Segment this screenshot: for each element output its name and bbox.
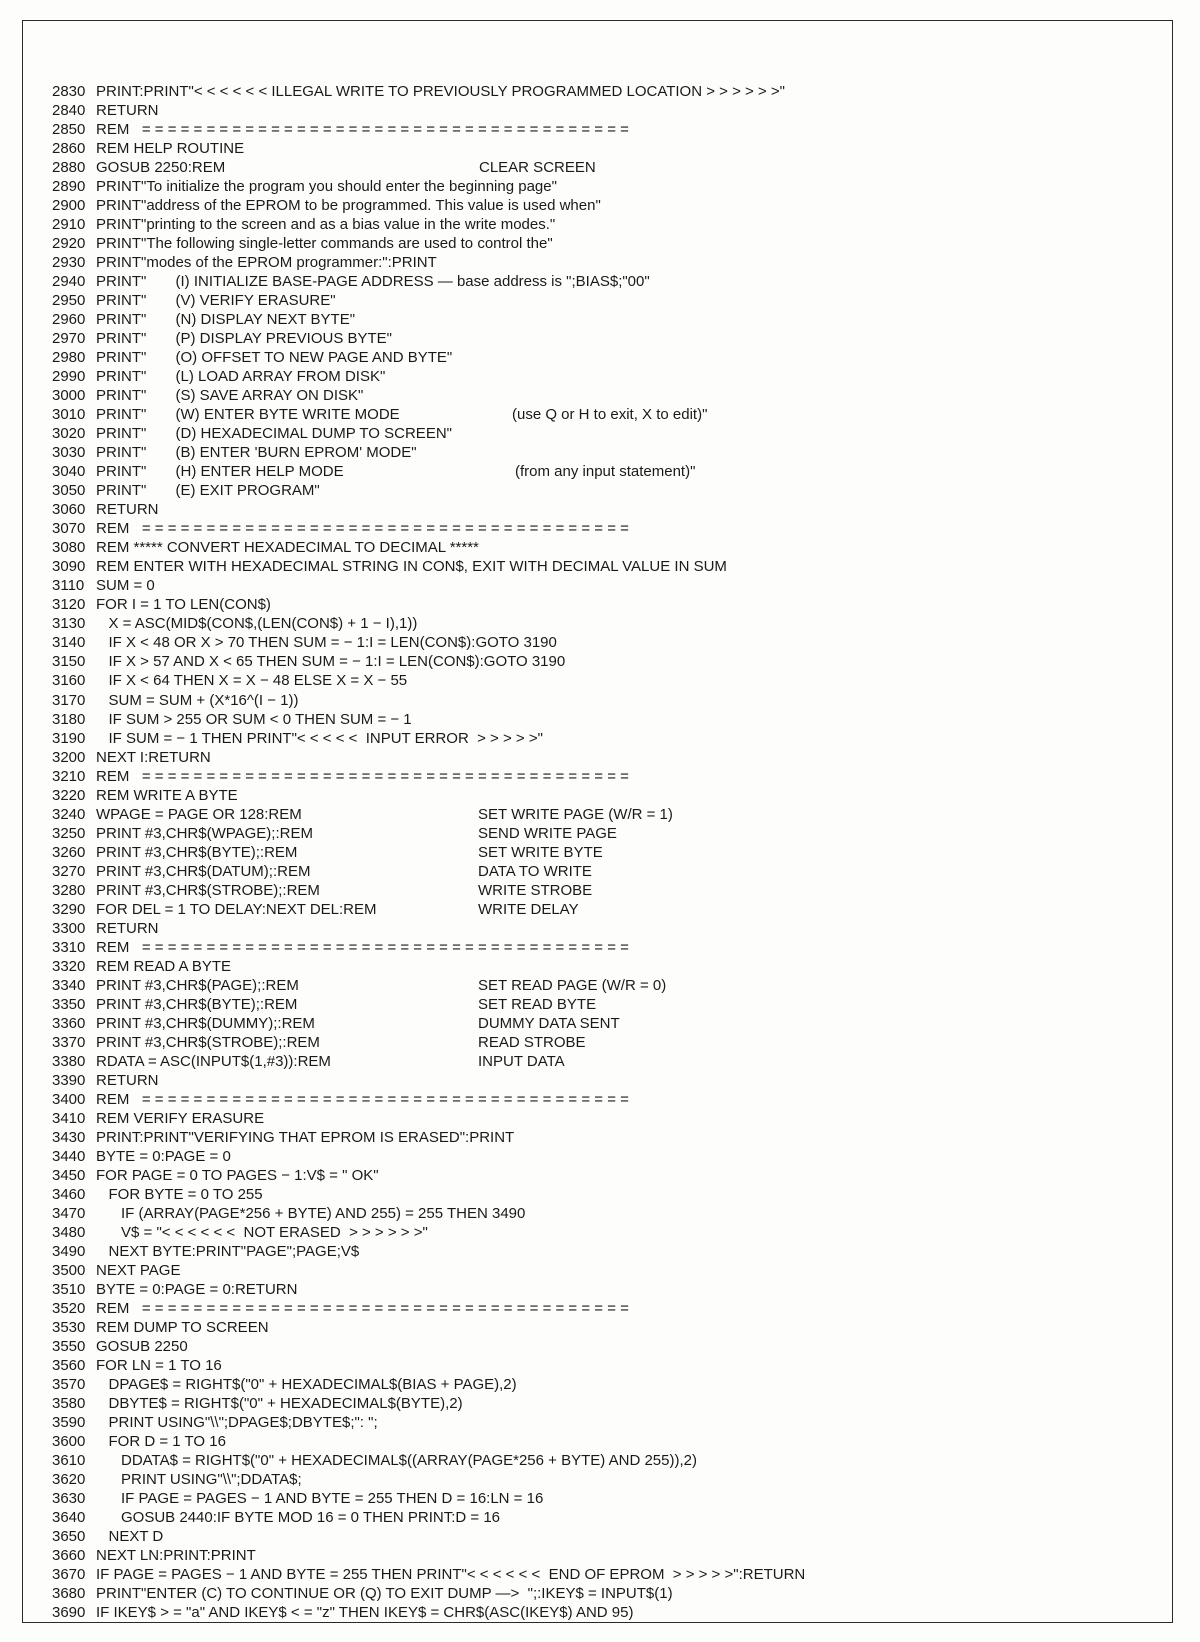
code-line [52,1470,1152,1489]
code-line [52,1128,1152,1147]
code-line [52,557,1152,576]
code-text: REM VERIFY ERASURE [96,1109,265,1127]
code-text: PRINT"modes of the EPROM programmer:":PRINT [96,254,437,272]
code-text: REM WRITE A BYTE [96,786,238,804]
line-number: 3550 [52,1338,86,1356]
code-text: BYTE = 0:PAGE = 0 [96,1147,231,1165]
code-text: PRINT"The following single-letter commands are used to control the" [96,235,553,253]
code-text: SUM = SUM + (X*16^(I − 1)) [96,691,299,709]
code-line [52,957,1152,976]
code-line [52,158,1152,177]
line-number: 3610 [52,1452,86,1470]
line-number: 3210 [52,767,86,785]
code-text: IF X < 64 THEN X = X − 48 ELSE X = X − 55 [96,672,408,690]
code-line [52,1603,1152,1622]
code-line [52,462,1152,481]
code-line [52,843,1152,862]
code-line [52,614,1152,633]
line-number: 3010 [52,406,86,424]
remark-text: SET WRITE PAGE (W/R = 1) [478,805,673,823]
code-line [52,691,1152,710]
line-number: 3120 [52,596,86,614]
line-number: 3280 [52,881,86,899]
code-line [52,633,1152,652]
line-number: 3170 [52,691,86,709]
line-number: 3030 [52,444,86,462]
code-line [52,862,1152,881]
code-line [52,748,1152,767]
code-text: FOR D = 1 TO 16 [96,1433,226,1451]
code-text: NEXT LN:PRINT:PRINT [96,1547,256,1565]
code-text: RETURN [96,102,159,120]
line-number: 2970 [52,330,86,348]
code-line [52,1527,1152,1546]
code-text: X = ASC(MID$(CON$,(LEN(CON$) + 1 − I),1)) [96,615,418,633]
line-number: 2840 [52,102,86,120]
code-text: DDATA$ = RIGHT$("0" + HEXADECIMAL$((ARRAY(PAGE*256 + BYTE) AND 255)),2) [96,1452,697,1470]
code-text: IF (ARRAY(PAGE*256 + BYTE) AND 255) = 255 THEN 3490 [96,1204,526,1222]
line-number: 3570 [52,1376,86,1394]
line-number: 3430 [52,1128,86,1146]
code-text: PRINT #3,CHR$(BYTE);:REM [96,843,298,861]
code-line [52,538,1152,557]
line-number: 3380 [52,1052,86,1070]
code-line [52,938,1152,957]
line-number: 3640 [52,1509,86,1527]
remark-text: DATA TO WRITE [478,862,592,880]
line-number: 3150 [52,653,86,671]
code-text: PRINT"To initialize the program you should enter the beginning page" [96,178,557,196]
basic-program-listing [52,82,1152,1622]
code-line [52,177,1152,196]
code-text: RDATA = ASC(INPUT$(1,#3)):REM [96,1052,331,1070]
code-line [52,519,1152,538]
code-line [52,120,1152,139]
code-line [52,1489,1152,1508]
code-text: REM DUMP TO SCREEN [96,1319,269,1337]
code-line [52,1546,1152,1565]
line-number: 3060 [52,501,86,519]
line-number: 3000 [52,387,86,405]
code-text: REM = = = = = = = = = = = = = = = = = = = = = = = = = = = = = = = = = = = = = = [96,1090,629,1108]
code-text: PRINT" (N) DISPLAY NEXT BYTE" [96,311,356,329]
line-number: 3630 [52,1490,86,1508]
line-number: 3310 [52,938,86,956]
line-number: 3190 [52,729,86,747]
code-text: NEXT D [96,1528,164,1546]
code-text: V$ = "< < < < < < NOT ERASED > > > > > >" [96,1223,428,1241]
line-number: 3360 [52,1014,86,1032]
line-number: 3240 [52,805,86,823]
code-text: REM READ A BYTE [96,957,232,975]
code-text: REM ENTER WITH HEXADECIMAL STRING IN CON$, EXIT WITH DECIMAL VALUE IN SUM [96,558,727,576]
code-text: RETURN [96,1071,159,1089]
code-line [52,710,1152,729]
code-line [52,310,1152,329]
code-line [52,1071,1152,1090]
remark-text: SET READ PAGE (W/R = 0) [478,976,667,994]
code-line [52,1299,1152,1318]
line-number: 3480 [52,1223,86,1241]
code-text: IF SUM > 255 OR SUM < 0 THEN SUM = − 1 [96,710,412,728]
code-line [52,1356,1152,1375]
code-line [52,1280,1152,1299]
code-text: PRINT:PRINT"VERIFYING THAT EPROM IS ERASED":PRINT [96,1128,515,1146]
line-number: 2860 [52,140,86,158]
code-text: BYTE = 0:PAGE = 0:RETURN [96,1280,298,1298]
code-text: RETURN [96,501,159,519]
code-text: PRINT" (E) EXIT PROGRAM" [96,482,320,500]
remark-text: INPUT DATA [478,1052,565,1070]
remark-text: WRITE STROBE [478,881,593,899]
code-line [52,1090,1152,1109]
line-number: 3300 [52,919,86,937]
code-line [52,1242,1152,1261]
code-line [52,1261,1152,1280]
remark-text: SET READ BYTE [478,995,597,1013]
code-line [52,291,1152,310]
code-line [52,1166,1152,1185]
code-line [52,405,1152,424]
code-text: PRINT #3,CHR$(WPAGE);:REM [96,824,313,842]
code-line [52,1185,1152,1204]
code-text: DPAGE$ = RIGHT$("0" + HEXADECIMAL$(BIAS + PAGE),2) [96,1376,517,1394]
code-text: GOSUB 2440:IF BYTE MOD 16 = 0 THEN PRINT:D = 16 [96,1509,501,1527]
code-text: PRINT #3,CHR$(STROBE);:REM [96,1033,320,1051]
line-number: 3520 [52,1300,86,1317]
code-text: PRINT" (P) DISPLAY PREVIOUS BYTE" [96,330,392,348]
code-line [52,995,1152,1014]
remark-text: CLEAR SCREEN [479,159,596,177]
code-line [52,595,1152,614]
code-line [52,443,1152,462]
line-number: 3260 [52,843,86,861]
line-number: 2920 [52,235,86,253]
line-number: 3110 [52,577,85,595]
line-number: 3270 [52,862,86,880]
line-number: 3600 [52,1433,86,1451]
code-text: PRINT"ENTER (C) TO CONTINUE OR (Q) TO EXIT DUMP —> ";:IKEY$ = INPUT$(1) [96,1585,673,1603]
code-line [52,1109,1152,1128]
code-line [52,348,1152,367]
code-line [52,1147,1152,1166]
remark-text: DUMMY DATA SENT [478,1014,620,1032]
remark-text: (from any input statement)" [515,463,696,481]
code-line [52,767,1152,786]
code-line [52,424,1152,443]
line-number: 2990 [52,368,86,386]
line-number: 3620 [52,1471,86,1489]
code-line [52,481,1152,500]
code-text: IF X > 57 AND X < 65 THEN SUM = − 1:I = LEN(CON$):GOTO 3190 [96,653,566,671]
line-number: 3680 [52,1585,86,1603]
code-text: PRINT" (D) HEXADECIMAL DUMP TO SCREEN" [96,425,452,443]
code-text: PRINT #3,CHR$(DATUM);:REM [96,862,311,880]
code-text: IF IKEY$ > = "a" AND IKEY$ < = "z" THEN IKEY$ = CHR$(ASC(IKEY$) AND 95) [96,1604,634,1622]
line-number: 3130 [52,615,86,633]
code-text: REM = = = = = = = = = = = = = = = = = = = = = = = = = = = = = = = = = = = = = = [96,1300,629,1317]
remark-text: (use Q or H to exit, X to edit)" [512,406,708,424]
code-line [52,1337,1152,1356]
line-number: 2830 [52,83,86,100]
line-number: 3220 [52,786,86,804]
line-number: 3590 [52,1414,86,1432]
line-number: 3660 [52,1547,86,1565]
line-number: 3050 [52,482,86,500]
code-text: PRINT #3,CHR$(PAGE);:REM [96,976,299,994]
code-line [52,1318,1152,1337]
code-line [52,101,1152,120]
code-line [52,919,1152,938]
code-text: REM = = = = = = = = = = = = = = = = = = = = = = = = = = = = = = = = = = = = = = [96,938,629,956]
code-line [52,786,1152,805]
code-text: IF SUM = − 1 THEN PRINT"< < < < < INPUT ERROR > > > > >" [96,729,543,747]
line-number: 2890 [52,178,86,196]
line-number: 3080 [52,539,86,557]
code-line [52,1413,1152,1432]
code-line [52,500,1152,519]
line-number: 3370 [52,1033,86,1051]
line-number: 3440 [52,1147,86,1165]
code-line [52,1204,1152,1223]
code-text: PRINT USING"\\";DPAGE$;DBYTE$;": "; [96,1414,378,1432]
code-line [52,1584,1152,1603]
code-text: IF X < 48 OR X > 70 THEN SUM = − 1:I = LEN(CON$):GOTO 3190 [96,634,557,652]
remark-text: READ STROBE [478,1033,586,1051]
code-text: PRINT #3,CHR$(DUMMY);:REM [96,1014,315,1032]
code-line [52,196,1152,215]
code-text: RETURN [96,919,159,937]
line-number: 3320 [52,957,86,975]
code-line [52,652,1152,671]
code-line [52,1375,1152,1394]
code-line [52,329,1152,348]
remark-text: WRITE DELAY [478,900,579,918]
code-text: PRINT #3,CHR$(BYTE);:REM [96,995,298,1013]
code-text: REM HELP ROUTINE [96,140,245,158]
code-text: PRINT USING"\\";DDATA$; [96,1471,302,1489]
code-line [52,576,1152,595]
line-number: 2930 [52,254,86,272]
code-text: PRINT"printing to the screen and as a bias value in the write modes." [96,216,556,234]
line-number: 2900 [52,197,86,215]
code-text: DBYTE$ = RIGHT$("0" + HEXADECIMAL$(BYTE),2) [96,1395,463,1413]
code-text: FOR BYTE = 0 TO 255 [96,1185,263,1203]
line-number: 3470 [52,1204,86,1222]
code-text: FOR LN = 1 TO 16 [96,1357,222,1375]
line-number: 3090 [52,558,86,576]
code-text: WPAGE = PAGE OR 128:REM [96,805,302,823]
code-text: SUM = 0 [96,577,155,595]
code-text: PRINT" (O) OFFSET TO NEW PAGE AND BYTE" [96,349,453,367]
code-text: NEXT BYTE:PRINT"PAGE";PAGE;V$ [96,1242,360,1260]
code-text: FOR I = 1 TO LEN(CON$) [96,596,271,614]
code-text: PRINT" (W) ENTER BYTE WRITE MODE [96,406,400,424]
line-number: 3180 [52,710,86,728]
line-number: 3560 [52,1357,86,1375]
remark-text: SET WRITE BYTE [478,843,603,861]
code-line [52,1451,1152,1470]
code-text: FOR PAGE = 0 TO PAGES − 1:V$ = " OK" [96,1166,379,1184]
code-line [52,1223,1152,1242]
code-line [52,805,1152,824]
line-number: 3040 [52,463,86,481]
code-text: PRINT" (B) ENTER 'BURN EPROM' MODE" [96,444,417,462]
code-text: PRINT" (H) ENTER HELP MODE [96,463,344,481]
code-text: IF PAGE = PAGES − 1 AND BYTE = 255 THEN PRINT"< < < < < < END OF EPROM > > > > >":RETURN [96,1566,806,1584]
code-line [52,82,1152,101]
line-number: 3070 [52,520,86,538]
code-text: GOSUB 2250:REM [96,159,226,177]
code-text: PRINT" (I) INITIALIZE BASE-PAGE ADDRESS — base address is ";BIAS$;"00" [96,273,650,291]
code-text: NEXT PAGE [96,1261,181,1279]
code-line [52,1565,1152,1584]
line-number: 3650 [52,1528,86,1546]
code-text: REM ***** CONVERT HEXADECIMAL TO DECIMAL ***** [96,539,479,557]
code-line [52,1014,1152,1033]
code-line [52,976,1152,995]
line-number: 2850 [52,121,86,139]
code-line [52,824,1152,843]
code-line [52,234,1152,253]
code-line [52,367,1152,386]
line-number: 3390 [52,1071,86,1089]
code-text: PRINT" (S) SAVE ARRAY ON DISK" [96,387,364,405]
code-text: NEXT I:RETURN [96,748,211,766]
code-line [52,881,1152,900]
line-number: 3490 [52,1242,86,1260]
line-number: 3460 [52,1185,86,1203]
line-number: 3290 [52,900,86,918]
code-line [52,253,1152,272]
code-line [52,1033,1152,1052]
line-number: 3410 [52,1109,86,1127]
code-text: IF PAGE = PAGES − 1 AND BYTE = 255 THEN D = 16:LN = 16 [96,1490,544,1508]
code-line [52,215,1152,234]
line-number: 3450 [52,1166,86,1184]
code-text: FOR DEL = 1 TO DELAY:NEXT DEL:REM [96,900,377,918]
code-line [52,139,1152,158]
remark-text: SEND WRITE PAGE [478,824,617,842]
code-text: GOSUB 2250 [96,1338,188,1356]
code-text: REM = = = = = = = = = = = = = = = = = = = = = = = = = = = = = = = = = = = = = = [96,767,629,785]
line-number: 3160 [52,672,86,690]
line-number: 3670 [52,1566,86,1584]
code-text: PRINT" (V) VERIFY ERASURE" [96,292,336,310]
code-text: REM = = = = = = = = = = = = = = = = = = = = = = = = = = = = = = = = = = = = = = [96,520,629,538]
line-number: 3250 [52,824,86,842]
code-line [52,272,1152,291]
code-text: PRINT"address of the EPROM to be programmed. This value is used when" [96,197,601,215]
code-line [52,729,1152,748]
code-line [52,1508,1152,1527]
line-number: 2950 [52,292,86,310]
line-number: 3400 [52,1090,86,1108]
line-number: 3020 [52,425,86,443]
line-number: 3140 [52,634,86,652]
line-number: 3530 [52,1319,86,1337]
code-line [52,1052,1152,1071]
line-number: 2880 [52,159,86,177]
code-text: PRINT #3,CHR$(STROBE);:REM [96,881,320,899]
line-number: 3580 [52,1395,86,1413]
line-number: 3340 [52,976,86,994]
code-line [52,1432,1152,1451]
line-number: 3510 [52,1280,86,1298]
line-number: 3200 [52,748,86,766]
code-text: PRINT" (L) LOAD ARRAY FROM DISK" [96,368,386,386]
line-number: 3500 [52,1261,86,1279]
code-line [52,900,1152,919]
code-line [52,386,1152,405]
line-number: 2940 [52,273,86,291]
line-number: 2910 [52,216,86,234]
line-number: 3690 [52,1604,86,1622]
code-text: REM = = = = = = = = = = = = = = = = = = = = = = = = = = = = = = = = = = = = = = [96,121,629,139]
code-line [52,671,1152,690]
line-number: 3350 [52,995,86,1013]
code-line [52,1394,1152,1413]
line-number: 2960 [52,311,86,329]
line-number: 2980 [52,349,86,367]
code-text: PRINT:PRINT"< < < < < < ILLEGAL WRITE TO PREVIOUSLY PROGRAMMED LOCATION > > > > > >" [96,83,785,100]
